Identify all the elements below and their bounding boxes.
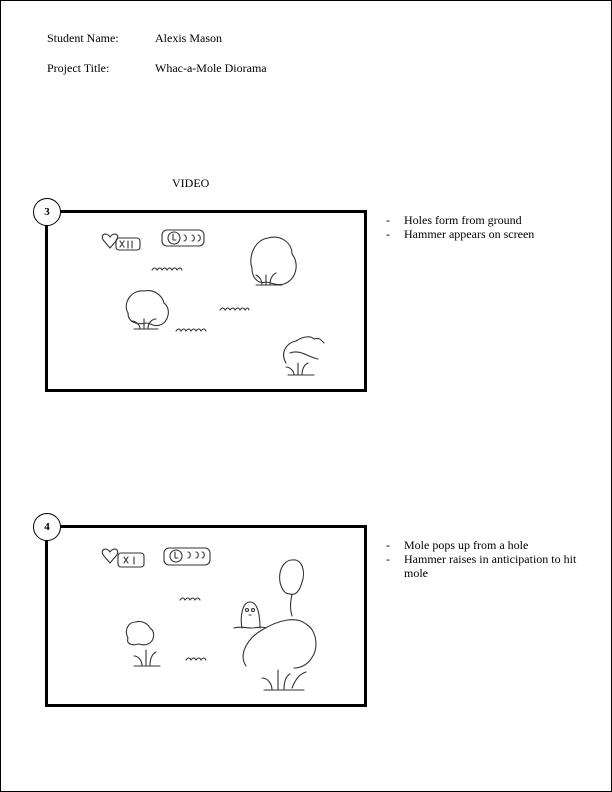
frame-number-badge: 4 [33, 513, 61, 541]
note-item: - Hammer appears on screen [384, 227, 594, 241]
frame-number-badge: 3 [33, 198, 61, 226]
project-title-value: Whac-a-Mole Diorama [155, 61, 267, 75]
video-heading: VIDEO [172, 176, 210, 190]
frame-4-notes [384, 538, 594, 580]
note-item: - Mole pops up from a hole [384, 538, 594, 552]
student-name-value: Alexis Mason [155, 31, 222, 45]
storyboard-frame-4 [45, 525, 367, 707]
project-title-label: Project Title: [47, 61, 110, 75]
storyboard-frame-3 [45, 210, 367, 392]
student-name-label: Student Name: [47, 31, 119, 45]
frame-3-notes [384, 213, 594, 241]
sketch-drawing [48, 213, 364, 389]
note-item: - Holes form from ground [384, 213, 594, 227]
note-item: - Hammer raises in anticipation to hit mole [384, 552, 594, 580]
sketch-drawing [48, 528, 364, 704]
